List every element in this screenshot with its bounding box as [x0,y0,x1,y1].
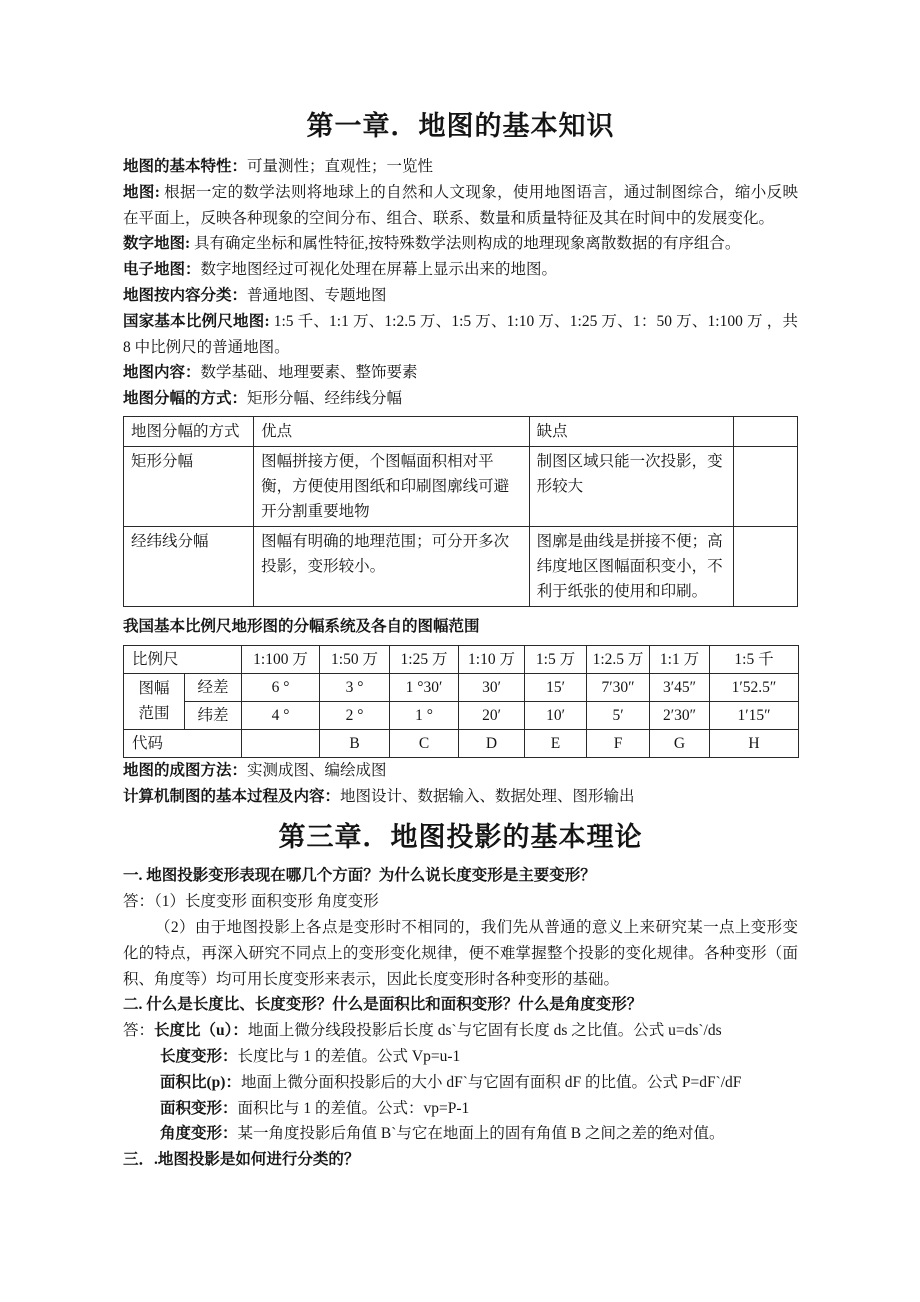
term-label: 地图: [123,183,160,201]
answer-2-line [123,1121,798,1147]
longitude-cell: 15′ [525,673,587,701]
para-map-definition [123,180,798,232]
term-label: 面积变形： [160,1099,238,1117]
scale-cell: 1:5 万 [525,645,587,673]
term-label: 地图按内容分类： [123,286,248,304]
table-cell: 经纬线分幅 [124,526,254,606]
term-label: 电子地图： [123,261,201,279]
code-cell: B [320,729,390,757]
table-row [124,673,799,701]
para-national-scales [123,309,798,361]
term-label: 长度变形： [160,1047,238,1065]
para-map-classification [123,283,798,309]
longitude-cell: 7′30″ [587,673,650,701]
longitude-cell: 3 ° [320,673,390,701]
longitude-cell: 3′45″ [650,673,710,701]
longitude-diff-label: 经差 [185,673,242,701]
term-text: 根据一定的数学法则将地球上的自然和人文现象，使用地图语言，通过制图综合，缩小反映在平面上，反映各种现象的空间分布、组合、联系、数量和质量特征及其在时间中的发展变化。 [123,183,798,227]
chapter1-title: 第一章．地图的基本知识 [306,111,615,141]
term-text: 数学基础、地理要素、整饰要素 [200,364,418,382]
term-label: 国家基本比例尺地图: [123,312,270,330]
term-text: 地图设计、数据输入、数据处理、图形输出 [340,787,635,805]
answer-2-block [123,1018,798,1147]
sheet-range-label-line1: 图幅 [138,680,170,698]
scale-cell: 1:1 万 [650,645,710,673]
para-map-basic-features [123,154,798,180]
para-sheet-division [123,386,798,412]
term-text: 普通地图、专题地图 [247,286,387,304]
term-label: 长度比（u）： [154,1022,248,1040]
chapter3-title: 第三章．地图投影的基本理论 [278,822,643,853]
latitude-cell: 10′ [525,701,587,729]
term-text: 1:5 千、1:1 万、1:2.5 万、1:5 万、1:10 万、1:25 万、1：50 万、1:100 万 ，共 8 中比例尺的普通地图。 [123,312,798,356]
term-text: 可量测性；直观性；一览性 [247,158,434,175]
code-cell: F [587,729,650,757]
table-header-cell: 缺点 [529,416,734,446]
scale-cell: 1:25 万 [390,645,459,673]
term-text: 某一角度投影后角值 B`与它在地面上的固有角值 B 之间之差的绝对值。 [237,1125,725,1143]
term-text: 矩形分幅、经纬线分幅 [247,390,403,408]
latitude-cell: 20′ [459,701,525,729]
code-cell [242,729,320,757]
term-label: 地图的基本特性： [123,158,248,175]
scale-cell: 1:50 万 [320,645,390,673]
longitude-cell: 30′ [459,673,525,701]
para-electronic-map [123,257,798,283]
term-label: 地图内容： [123,364,201,382]
table-cell: 图幅有明确的地理范围；可分开多次投影，变形较小。 [254,526,529,606]
latitude-cell: 5′ [587,701,650,729]
term-label: 角度变形： [160,1125,238,1143]
term-text: 面积比与 1 的差值。公式：vp=P-1 [237,1099,470,1117]
table-cell: 图幅拼接方便，个图幅面积相对平衡，方便使用图纸和印刷图廓线可避开分割重要地物 [254,446,529,526]
scale-row-label: 比例尺 [124,645,242,673]
table-row [124,645,799,673]
term-text: 地面上微分面积投影后的大小 dF`与它固有面积 dF 的比值。公式 P=dF`/dF [240,1073,742,1091]
code-cell: H [710,729,799,757]
code-cell: D [459,729,525,757]
scale-cell: 1:5 千 [710,645,799,673]
sheet-range-label [124,673,185,729]
term-label: 地图的成图方法： [123,761,248,779]
answer-2-line [123,1018,798,1044]
scale-cell: 1:2.5 万 [587,645,650,673]
term-label: 数字地图: [123,235,191,253]
para-digital-map [123,231,798,257]
code-cell: C [390,729,459,757]
term-label: 面积比(p)： [160,1073,241,1091]
scale-cell: 1:100 万 [242,645,320,673]
latitude-diff-label: 纬差 [185,701,242,729]
para-map-content [123,360,798,386]
latitude-cell: 4 ° [242,701,320,729]
code-cell: E [525,729,587,757]
answer-1-line1: 答：（1）长度变形 面积变形 角度变形 [123,893,379,911]
table-cell [734,446,798,526]
table-row [124,729,799,757]
code-row-label: 代码 [124,729,242,757]
table-header-cell: 地图分幅的方式 [124,416,254,446]
answer-2-line [123,1044,798,1070]
answer-prefix: 答： [123,1022,155,1040]
scale-table [123,645,799,758]
longitude-cell: 1′52.5″ [710,673,799,701]
term-text: 实测成图、编绘成图 [247,761,387,779]
table-cell: 图廓是曲线是拼接不便；高纬度地区图幅面积变小，不利于纸张的使用和印刷。 [529,526,734,606]
table-header-cell [734,416,798,446]
table-header-cell: 优点 [254,416,529,446]
scale-table-heading: 我国基本比例尺地形图的分幅系统及各自的图幅范围 [123,617,480,635]
para-computer-mapping [123,784,798,810]
table-cell [734,526,798,606]
latitude-cell: 1 ° [390,701,459,729]
question-3: 三．.地图投影是如何进行分类的？ [123,1151,360,1169]
sheet-range-label-line2: 范围 [138,705,170,723]
longitude-cell: 6 ° [242,673,320,701]
term-text: 数字地图经过可视化处理在屏幕上显示出来的地图。 [200,261,558,279]
latitude-cell: 2′30″ [650,701,710,729]
term-label: 地图分幅的方式： [123,390,248,408]
scale-cell: 1:10 万 [459,645,525,673]
latitude-cell: 1′15″ [710,701,799,729]
term-text: 长度比与 1 的差值。公式 Vp=u-1 [237,1047,461,1065]
answer-2-line [123,1096,798,1122]
para-mapping-methods [123,758,798,784]
term-text: 具有确定坐标和属性特征,按特殊数学法则构成的地理现象离散数据的有序组合。 [190,235,741,253]
latitude-cell: 2 ° [320,701,390,729]
longitude-cell: 1 °30′ [390,673,459,701]
table-cell: 矩形分幅 [124,446,254,526]
answer-1-line2: （2）由于地图投影上各点是变形时不相同的，我们先从普通的意义上来研究某一点上变形变化的特点，再深入研究不同点上的变形变化规律，便不难掌握整个投影的变化规律。各种变形（面积、角度等）均可用长度变形来表示，因此长度变形时各种变形的基础。 [123,918,798,988]
answer-2-line [123,1070,798,1096]
question-1: 一. 地图投影变形表现在哪几个方面？为什么说长度变形是主要变形？ [123,867,596,885]
term-label: 计算机制图的基本过程及内容： [123,787,341,805]
code-cell: G [650,729,710,757]
table-row [124,446,798,526]
table-cell: 制图区域只能一次投影，变形较大 [529,446,734,526]
term-text: 地面上微分线段投影后长度 ds`与它固有长度 ds 之比值。公式 u=ds`/ds [247,1022,722,1040]
question-2: 二. 什么是长度比、长度变形？什么是面积比和面积变形？什么是角度变形？ [123,996,643,1014]
sheet-division-table [123,416,798,607]
table-row [124,701,799,729]
table-row [124,526,798,606]
table-row [124,416,798,446]
